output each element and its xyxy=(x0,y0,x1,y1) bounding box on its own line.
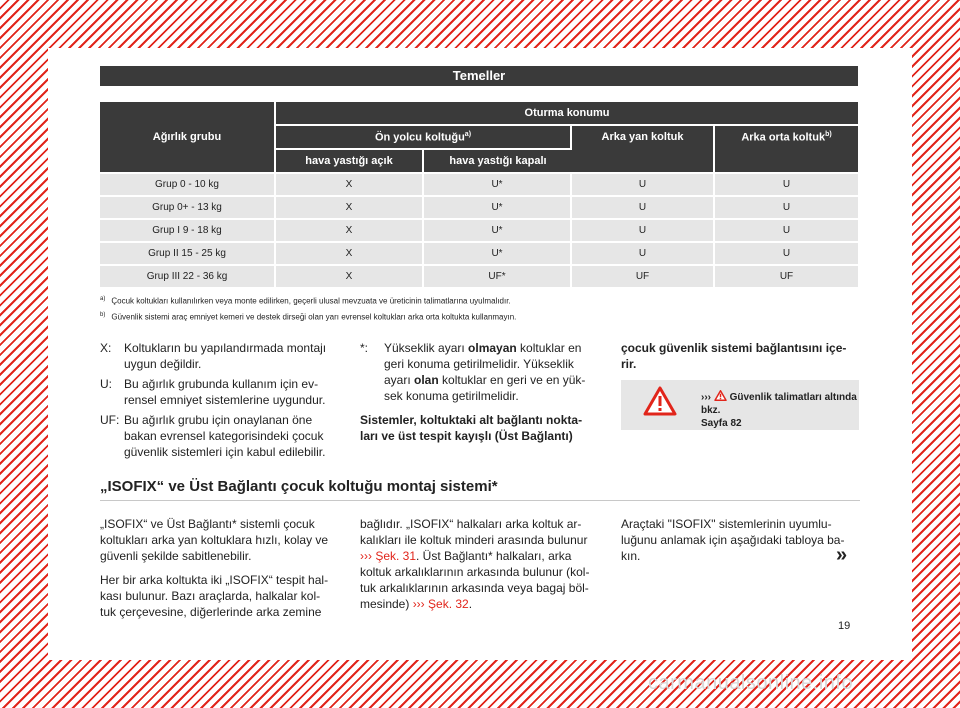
table-cell: UF xyxy=(715,266,858,287)
manual-page xyxy=(48,48,912,660)
warning-triangle-icon xyxy=(643,386,677,416)
table-row xyxy=(100,197,858,218)
table-cell: U* xyxy=(424,174,572,195)
front-passenger-header: Ön yolcu koltuğu$^{a)}$ xyxy=(276,126,572,148)
watermark: carmanualsonline.info xyxy=(648,672,854,694)
table-cell: UF* xyxy=(424,266,572,287)
middle-column xyxy=(360,340,600,444)
paragraph: bağlıdır. „ISOFIX“ halkaları arka koltuk ar-kalıkları ile koltuk minderi arasında bulunur ››› Şek. 31. Üst Bağlantı* halkaları, arka koltuk arkalıklarının arkasında bulunur (kol-tuk arkalıklarının arkasında veya bagaj böl-mesinde) ››› Şek. 32. xyxy=(360,517,590,611)
table-cell: Grup III 22 - 36 kg xyxy=(100,266,276,287)
figure-32-link[interactable]: ››› Şek. 32 xyxy=(412,597,469,611)
warning-arrows: ››› xyxy=(701,392,711,403)
weight-group-header: Ağırlık grubu xyxy=(100,102,276,172)
body-column-1 xyxy=(100,516,335,628)
table-cell: Grup I 9 - 18 kg xyxy=(100,220,276,241)
airbag-on-header: hava yastığı açık xyxy=(276,150,424,172)
seat-position-header: Oturma konumu xyxy=(276,102,858,124)
footnote-a: $^{a)}$ Çocuk koltukları kullanılırken veya monte edilirken, geçerli ulusal mevzuata ve üreticinin talimatlarına uyulmalıdır. xyxy=(100,296,511,306)
footnote-b: $^{b)}$ Güvenlik sistemi araç emniyet kemeri ve destek dirseği olan yarı evrensel koltukları arka orta koltukta kullanmayın. xyxy=(100,311,517,322)
table-cell: U* xyxy=(424,220,572,241)
body-column-3 xyxy=(621,516,851,572)
section-title: „ISOFIX“ ve Üst Bağlantı çocuk koltuğu montaj sistemi* xyxy=(100,478,860,501)
table-cell: Grup II 15 - 25 kg xyxy=(100,243,276,264)
body-column-2 xyxy=(360,516,595,620)
warning-link[interactable]: ››› Güvenlik talimatları altında bkz. Sayfa 82 xyxy=(701,392,857,429)
table-cell: U xyxy=(715,220,858,241)
subheading-continuation: çocuk güvenlik sistemi bağlantısını içe-rir. xyxy=(621,341,847,371)
table-row xyxy=(100,243,858,264)
table-cell: U* xyxy=(424,243,572,264)
subheading-isofix-systems: Sistemler, koltuktaki alt bağlantı nokta-ları ve üst tespit kayışlı (Üst Bağlantı) xyxy=(360,413,583,443)
table-cell: X xyxy=(276,243,424,264)
continue-mark-icon: » xyxy=(836,544,848,566)
seat-compatibility-table xyxy=(100,100,858,289)
legend-item: UF: Bu ağırlık grubu için onaylanan öne bakan evrensel kategorisindeki çocuk güvenlik sistemleri için kabul edilebilir. xyxy=(100,413,326,459)
table-cell: X xyxy=(276,266,424,287)
airbag-off-header: hava yastığı kapalı xyxy=(424,150,572,172)
rear-middle-header: Arka orta koltuk$^{b)}$ xyxy=(715,126,858,172)
rear-side-header: Arka yan koltuk xyxy=(572,126,715,172)
warning-small-icon xyxy=(714,390,727,401)
paragraph: Her bir arka koltukta iki „ISOFIX“ tespit hal-kası bulunur. Bazı araçlarda, halkalar kol-tuk çerçevesine, diğerlerinde arka zemine xyxy=(100,573,329,619)
table-row xyxy=(100,174,858,195)
page-number: 19 xyxy=(838,620,851,632)
star-note: *: Yükseklik ayarı olmayan koltuklar en geri konuma getirilmelidir. Yükseklik ayarı olan koltuklar en geri ve en yük-sek konuma getirilmelidir. xyxy=(360,341,586,403)
paragraph: „ISOFIX“ ve Üst Bağlantı* sistemli çocuk koltukları arka yan koltuklara hızlı, kolay ve güvenli şekilde sabitlenebilir. xyxy=(100,517,329,563)
table-cell: UF xyxy=(572,266,715,287)
table-cell: U xyxy=(572,220,715,241)
table-cell: X xyxy=(276,197,424,218)
section-header-bar: Temeller xyxy=(100,66,858,86)
table-cell: Grup 0+ - 13 kg xyxy=(100,197,276,218)
paragraph: Araçtaki "ISOFIX" sistemlerinin uyumlu-luğunu anlamak için aşağıdaki tabloya ba-kın. xyxy=(621,517,845,563)
legend-item: X: Koltukların bu yapılandırmada montajı uygun değildir. xyxy=(100,341,327,371)
table-cell: Grup 0 - 10 kg xyxy=(100,174,276,195)
table-cell: X xyxy=(276,174,424,195)
table-cell: X xyxy=(276,220,424,241)
figure-31-link[interactable]: ››› Şek. 31 xyxy=(360,549,417,563)
table-cell: U xyxy=(572,174,715,195)
table-cell: U xyxy=(572,243,715,264)
table-cell: U* xyxy=(424,197,572,218)
table-cell: U xyxy=(715,243,858,264)
table-footnotes xyxy=(100,296,860,327)
legend-list xyxy=(100,340,340,464)
table-cell: U xyxy=(572,197,715,218)
warning-reference-box xyxy=(621,380,859,430)
table-cell: U xyxy=(715,197,858,218)
table-row xyxy=(100,266,858,287)
table-row xyxy=(100,220,858,241)
legend-item: U: Bu ağırlık grubunda kullanım için ev-rensel emniyet sistemlerine uygundur. xyxy=(100,377,326,407)
table-cell: U xyxy=(715,174,858,195)
